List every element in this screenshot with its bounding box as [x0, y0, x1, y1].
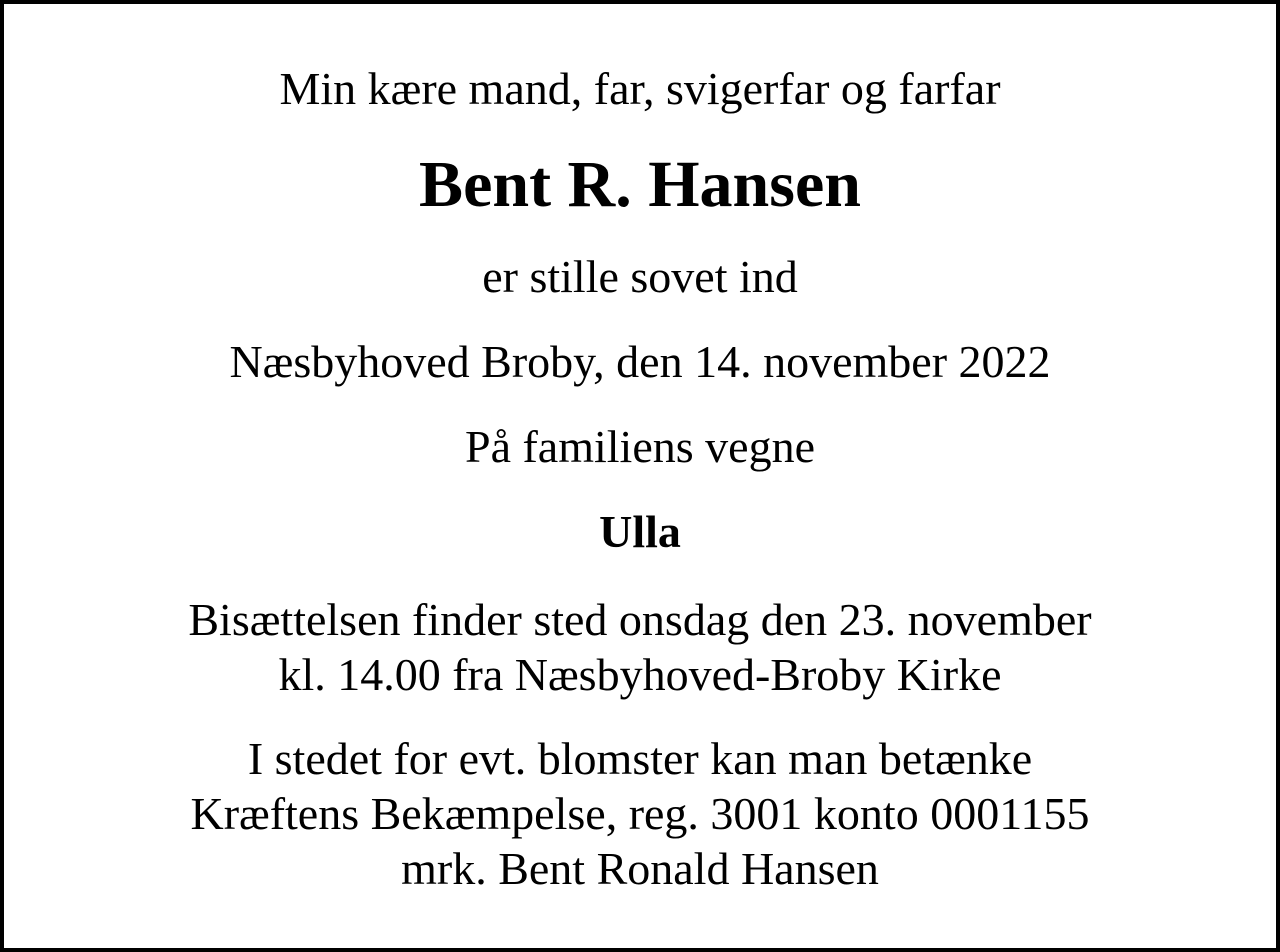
funeral-line: Bisættelsen finder sted onsdag den 23. november	[188, 594, 1092, 645]
funeral-info	[4, 592, 1276, 702]
funeral-line: kl. 14.00 fra Næsbyhoved-Broby Kirke	[278, 649, 1002, 700]
passed-text: er stille sovet ind	[482, 251, 798, 302]
intro-text: Min kære mand, far, svigerfar og farfar	[279, 63, 1001, 114]
donation-info	[4, 731, 1276, 896]
donation-line: Kræftens Bekæmpelse, reg. 3001 konto 0001155	[190, 788, 1090, 839]
donation-line: mrk. Bent Ronald Hansen	[401, 843, 879, 894]
deceased-name: Bent R. Hansen	[419, 148, 861, 221]
behalf-text: På familiens vegne	[464, 421, 815, 472]
place-date-text: Næsbyhoved Broby, den 14. november 2022	[229, 336, 1051, 387]
signer-name: Ulla	[599, 506, 681, 557]
donation-line: I stedet for evt. blomster kan man betænke	[247, 733, 1033, 784]
